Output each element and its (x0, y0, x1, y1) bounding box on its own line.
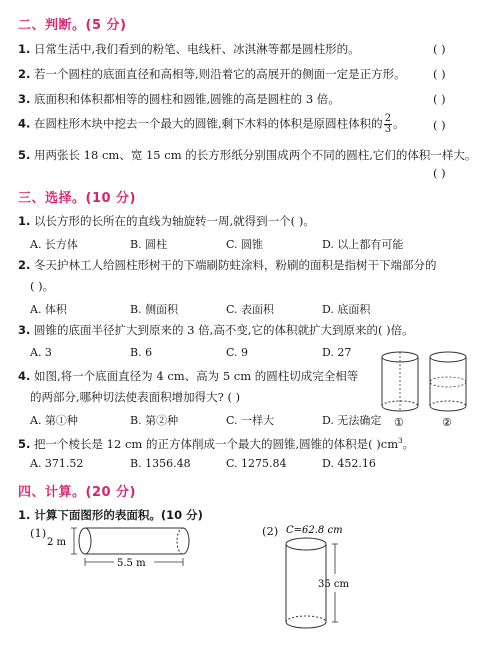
item-tail: 。 (393, 116, 405, 131)
section-title-judge: 二、判断。(5 分) (18, 18, 127, 33)
answer-blank[interactable]: ( ) (433, 67, 446, 81)
figure-label-1: ① (394, 416, 404, 429)
item-text: 圆锥的底面半径扩大到原来的 3 倍,高不变,它的体积就扩大到原来的( )倍。 (34, 323, 414, 337)
option-a[interactable]: A. 长方体 (30, 238, 78, 251)
dim-height-label: 2 m (47, 537, 67, 548)
option-a[interactable]: A. 371.52 (30, 457, 84, 470)
dim-circumference-label: C=62.8 cm (286, 525, 343, 536)
calc-item-1 (18, 507, 203, 523)
section-title-calc: 四、计算。(20 分) (18, 485, 136, 500)
item-text: 计算下面图形的表面积。(10 分) (34, 508, 203, 522)
item-text: 在圆柱形木块中挖去一个最大的圆锥,剩下木料的体积是原圆柱体积的 (34, 116, 383, 131)
judge-item-2 (18, 67, 406, 81)
option-d[interactable]: D. 452.16 (322, 457, 376, 470)
option-d[interactable]: D. 无法确定 (322, 414, 382, 427)
dim-height-label: 35 cm (318, 579, 349, 590)
item-number: 3. (18, 92, 31, 106)
option-a[interactable]: A. 第①种 (30, 414, 78, 427)
cylinder-cut-1 (382, 352, 418, 411)
answer-blank[interactable]: ( ) (433, 118, 446, 132)
option-a[interactable]: A. 3 (30, 346, 52, 359)
judge-item-3 (18, 92, 340, 106)
fraction-numerator: 2 (384, 113, 392, 124)
horizontal-cylinder-figure (36, 522, 216, 572)
option-b[interactable]: B. 圆柱 (130, 238, 168, 251)
option-b[interactable]: B. 1356.48 (130, 457, 191, 470)
fraction-denominator: 3 (384, 124, 392, 135)
answer-blank[interactable]: ( ) (433, 166, 446, 180)
judge-item-1 (18, 42, 360, 56)
option-a[interactable]: A. 体积 (30, 303, 67, 316)
item-number: 2. (18, 258, 31, 272)
item-text: 如图,将一个底面直径为 4 cm、高为 5 cm 的圆柱切成完全相等 (34, 369, 359, 383)
option-c[interactable]: C. 1275.84 (226, 457, 287, 470)
vertical-cylinder-figure (270, 520, 380, 640)
option-d[interactable]: D. 底面积 (322, 303, 371, 316)
option-b[interactable]: B. 第②种 (130, 414, 179, 427)
answer-blank[interactable]: ( ) (433, 42, 446, 56)
item-number: 1. (18, 214, 31, 228)
item-number: 4. (18, 116, 31, 131)
figure-1-label: (1) (30, 526, 47, 540)
cut-cylinders-figure (378, 348, 474, 430)
option-c[interactable]: C. 一样大 (226, 414, 275, 427)
choice-item-1 (18, 214, 315, 228)
section-title-choice: 三、选择。(10 分) (18, 191, 136, 206)
option-d[interactable]: D. 27 (322, 346, 352, 359)
dim-length-label: 5.5 m (117, 558, 146, 569)
superscript: 3 (398, 437, 403, 445)
judge-item-4 (18, 114, 405, 135)
item-text-continued: ( )。 (30, 279, 55, 293)
item-text: 底面积和体积都相等的圆柱和圆锥,圆锥的高是圆柱的 3 倍。 (34, 92, 340, 106)
item-text: 以长方形的长所在的直线为轴旋转一周,就得到一个( )。 (34, 214, 315, 228)
choice-item-5 (18, 434, 414, 451)
answer-blank[interactable]: ( ) (433, 92, 446, 106)
cylinder-cut-2 (430, 352, 466, 411)
item-number: 2. (18, 67, 31, 81)
option-c[interactable]: C. 圆锥 (226, 238, 264, 251)
figure-2-label: (2) (262, 524, 279, 538)
option-b[interactable]: B. 侧面积 (130, 303, 179, 316)
choice-item-2 (18, 258, 437, 272)
item-text: 日常生活中,我们看到的粉笔、电线杆、冰淇淋等都是圆柱形的。 (34, 42, 360, 56)
item-text: 用两张长 18 cm、宽 15 cm 的长方形纸分别围成两个不同的圆柱,它们的体积一样大。 (34, 148, 477, 162)
item-number: 5. (18, 436, 31, 451)
item-text: 把一个棱长是 12 cm 的正方体削成一个最大的圆锥,圆锥的体积是( )cm (34, 436, 399, 451)
figure-label-2: ② (442, 416, 452, 429)
judge-item-5 (18, 148, 476, 162)
item-text: 冬天护林工人给圆柱形树干的下端刷防蛀涂料，粉刷的面积是指树干下端部分的 (34, 258, 437, 272)
item-number: 3. (18, 323, 31, 337)
item-text: 若一个圆柱的底面直径和高相等,则沿着它的高展开的侧面一定是正方形。 (34, 67, 406, 81)
option-c[interactable]: C. 9 (226, 346, 249, 359)
item-number: 1. (18, 42, 31, 56)
choice-item-4 (18, 369, 358, 383)
option-d[interactable]: D. 以上都有可能 (322, 238, 404, 251)
fraction (384, 114, 392, 135)
choice-item-3 (18, 323, 414, 337)
option-c[interactable]: C. 表面积 (226, 303, 275, 316)
item-text-continued: 的两部分,哪种切法使表面积增加得大? ( ) (30, 390, 241, 404)
option-b[interactable]: B. 6 (130, 346, 153, 359)
item-tail: 。 (402, 436, 415, 451)
item-number: 1. (18, 508, 31, 522)
item-number: 4. (18, 369, 31, 383)
item-number: 5. (18, 148, 31, 162)
